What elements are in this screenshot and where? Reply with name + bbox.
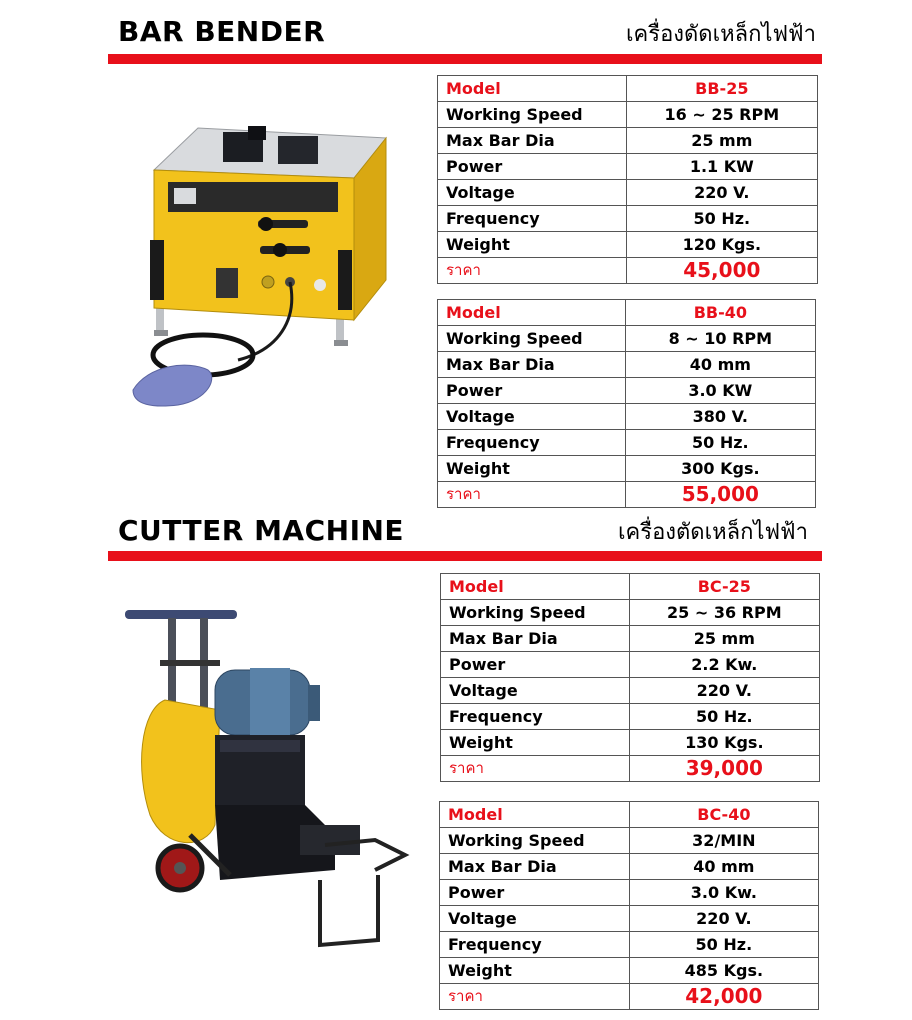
model-label: Model	[440, 802, 630, 828]
spec-value: 25 mm	[626, 128, 817, 154]
spec-value: 25 ~ 36 RPM	[629, 600, 819, 626]
price-label: ราคา	[438, 482, 626, 508]
cutter-machine-divider	[108, 551, 822, 561]
cutter-machine-image	[120, 600, 410, 950]
spec-value: 220 V.	[629, 678, 819, 704]
spec-value: 2.2 Kw.	[629, 652, 819, 678]
model-value: BB-40	[625, 300, 815, 326]
spec-value: 220 V.	[626, 180, 817, 206]
model-label: Model	[438, 76, 627, 102]
table-row	[440, 854, 819, 880]
cutter-machine-title: CUTTER MACHINE	[118, 514, 405, 547]
table-row	[438, 430, 816, 456]
spec-value: 3.0 Kw.	[629, 880, 818, 906]
table-row	[438, 326, 816, 352]
price-label: ราคา	[438, 258, 627, 284]
spec-label: Weight	[438, 232, 627, 258]
table-row	[438, 482, 816, 508]
spec-value: 3.0 KW	[625, 378, 815, 404]
table-row	[440, 828, 819, 854]
table-row	[441, 626, 820, 652]
table-row	[441, 678, 820, 704]
spec-label: Voltage	[438, 180, 627, 206]
table-row	[438, 102, 818, 128]
spec-label: Power	[441, 652, 630, 678]
spec-label: Working Speed	[441, 600, 630, 626]
table-row	[438, 180, 818, 206]
spec-value: 40 mm	[629, 854, 818, 880]
spec-label: Frequency	[441, 704, 630, 730]
table-row	[441, 730, 820, 756]
price-value: 55,000	[625, 482, 815, 508]
table-row	[440, 932, 819, 958]
spec-label: Power	[438, 378, 626, 404]
table-row	[438, 378, 816, 404]
spec-value: 40 mm	[625, 352, 815, 378]
spec-value: 485 Kgs.	[629, 958, 818, 984]
spec-value: 130 Kgs.	[629, 730, 819, 756]
spec-value: 1.1 KW	[626, 154, 817, 180]
spec-label: Weight	[441, 730, 630, 756]
spec-label: Working Speed	[440, 828, 630, 854]
bar-bender-image	[128, 120, 398, 415]
spec-value: 50 Hz.	[629, 932, 818, 958]
spec-label: Frequency	[440, 932, 630, 958]
table-row	[438, 352, 816, 378]
spec-label: Max Bar Dia	[441, 626, 630, 652]
spec-table-bc40	[439, 801, 819, 1010]
table-row	[441, 704, 820, 730]
table-row	[438, 154, 818, 180]
spec-label: Frequency	[438, 206, 627, 232]
spec-table-bc25	[440, 573, 820, 782]
price-value: 45,000	[626, 258, 817, 284]
spec-label: Voltage	[440, 906, 630, 932]
price-value: 39,000	[629, 756, 819, 782]
spec-value: 120 Kgs.	[626, 232, 817, 258]
spec-value: 300 Kgs.	[625, 456, 815, 482]
price-label: ราคา	[441, 756, 630, 782]
spec-label: Power	[440, 880, 630, 906]
cutter-machine-subtitle: เครื่องตัดเหล็กไฟฟ้า	[618, 520, 808, 545]
model-label: Model	[441, 574, 630, 600]
table-row	[438, 232, 818, 258]
spec-value: 16 ~ 25 RPM	[626, 102, 817, 128]
spec-value: 50 Hz.	[629, 704, 819, 730]
model-value: BC-25	[629, 574, 819, 600]
price-value: 42,000	[629, 984, 818, 1010]
table-row	[438, 300, 816, 326]
table-row	[438, 456, 816, 482]
spec-label: Working Speed	[438, 102, 627, 128]
table-row	[441, 600, 820, 626]
table-row	[441, 574, 820, 600]
table-row	[440, 880, 819, 906]
model-value: BC-40	[629, 802, 818, 828]
spec-label: Voltage	[441, 678, 630, 704]
spec-label: Frequency	[438, 430, 626, 456]
spec-label: Max Bar Dia	[438, 128, 627, 154]
bar-bender-title: BAR BENDER	[118, 15, 326, 48]
spec-label: Weight	[438, 456, 626, 482]
spec-value: 32/MIN	[629, 828, 818, 854]
spec-value: 8 ~ 10 RPM	[625, 326, 815, 352]
table-row	[438, 404, 816, 430]
table-row	[438, 258, 818, 284]
table-row	[441, 756, 820, 782]
table-row	[440, 906, 819, 932]
spec-value: 220 V.	[629, 906, 818, 932]
spec-value: 50 Hz.	[625, 430, 815, 456]
spec-label: Voltage	[438, 404, 626, 430]
bar-bender-divider	[108, 54, 822, 64]
model-label: Model	[438, 300, 626, 326]
spec-table-bb40	[437, 299, 816, 508]
table-row	[441, 652, 820, 678]
table-row	[438, 206, 818, 232]
spec-table-bb25	[437, 75, 818, 284]
bar-bender-subtitle: เครื่องดัดเหล็กไฟฟ้า	[626, 22, 816, 47]
table-row	[440, 984, 819, 1010]
spec-label: Weight	[440, 958, 630, 984]
spec-value: 25 mm	[629, 626, 819, 652]
spec-label: Max Bar Dia	[440, 854, 630, 880]
table-row	[440, 958, 819, 984]
spec-label: Max Bar Dia	[438, 352, 626, 378]
table-row	[440, 802, 819, 828]
table-row	[438, 128, 818, 154]
spec-label: Working Speed	[438, 326, 626, 352]
spec-label: Power	[438, 154, 627, 180]
table-row	[438, 76, 818, 102]
model-value: BB-25	[626, 76, 817, 102]
spec-value: 50 Hz.	[626, 206, 817, 232]
price-label: ราคา	[440, 984, 630, 1010]
spec-value: 380 V.	[625, 404, 815, 430]
